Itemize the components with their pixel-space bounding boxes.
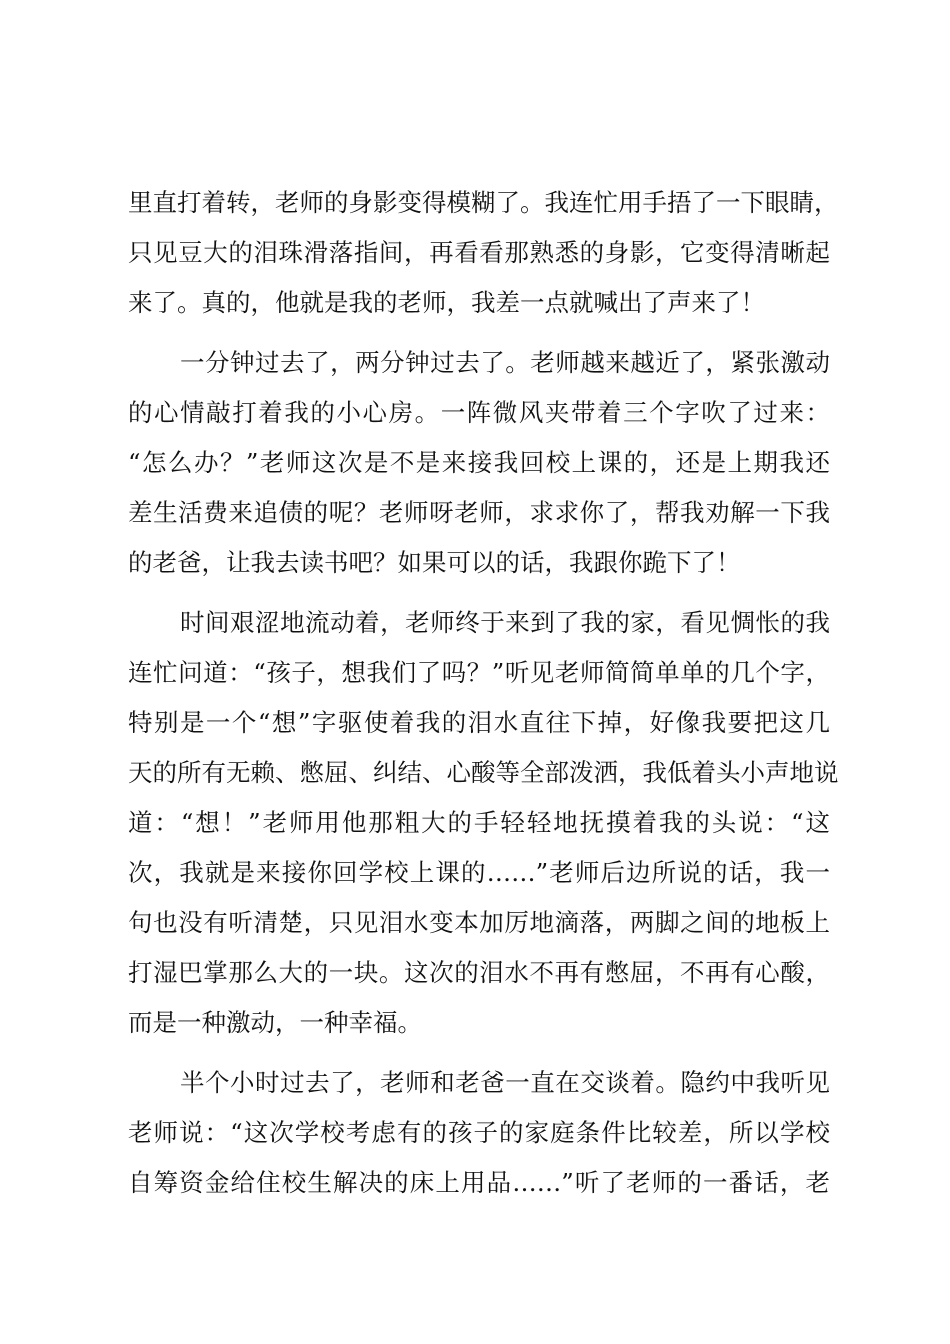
paragraph-1: [128, 178, 839, 328]
paragraph-2: [128, 338, 830, 588]
text-line: 时间艰涩地流动着，老师终于来到了我的家，看见惆怅的我: [180, 608, 830, 637]
paragraph-3: [128, 598, 839, 1048]
text-line: 自筹资金给住校生解决的床上用品……”听了老师的一番话，老: [128, 1168, 830, 1197]
text-line: 特别是一个“想”字驱使着我的泪水直往下掉，好像我要把这几: [128, 708, 830, 737]
text-line: 一分钟过去了，两分钟过去了。老师越来越近了，紧张激动: [180, 348, 830, 377]
document-body: [128, 178, 839, 1218]
text-line: “怎么办？”老师这次是不是来接我回校上课的，还是上期我还: [128, 448, 830, 477]
text-line: 打湿巴掌那么大的一块。这次的泪水不再有憋屈，不再有心酸，: [128, 958, 830, 987]
text-line: 差生活费来追债的呢？老师呀老师，求求你了，帮我劝解一下我: [128, 498, 830, 527]
text-line: 天的所有无赖、憋屈、纠结、心酸等全部泼洒，我低着头小声地说: [128, 758, 839, 787]
text-line: 连忙问道：“孩子，想我们了吗？”听见老师简简单单的几个字，: [128, 658, 830, 687]
text-line: 句也没有听清楚，只见泪水变本加厉地滴落，两脚之间的地板上: [128, 908, 830, 937]
paragraph-4: [128, 1058, 830, 1208]
text-line: 的老爸，让我去读书吧？如果可以的话，我跟你跪下了！: [128, 548, 741, 577]
text-line: 老师说：“这次学校考虑有的孩子的家庭条件比较差，所以学校: [128, 1118, 830, 1147]
text-line: 次，我就是来接你回学校上课的……”老师后边所说的话，我一: [128, 858, 830, 887]
text-line: 半个小时过去了，老师和老爸一直在交谈着。隐约中我听见: [180, 1068, 830, 1097]
text-line: 里直打着转，老师的身影变得模糊了。我连忙用手捂了一下眼睛，: [128, 188, 839, 217]
text-line: 只见豆大的泪珠滑落指间，再看看那熟悉的身影，它变得清晰起: [128, 238, 830, 267]
text-line: 来了。真的，他就是我的老师，我差一点就喊出了声来了！: [128, 288, 765, 317]
text-line: 道：“想！”老师用他那粗大的手轻轻地抚摸着我的头说：“这: [128, 808, 830, 837]
text-line: 的心情敲打着我的小心房。一阵微风夹带着三个字吹了过来：: [128, 398, 830, 427]
text-line: 而是一种激动，一种幸福。: [128, 1008, 422, 1037]
